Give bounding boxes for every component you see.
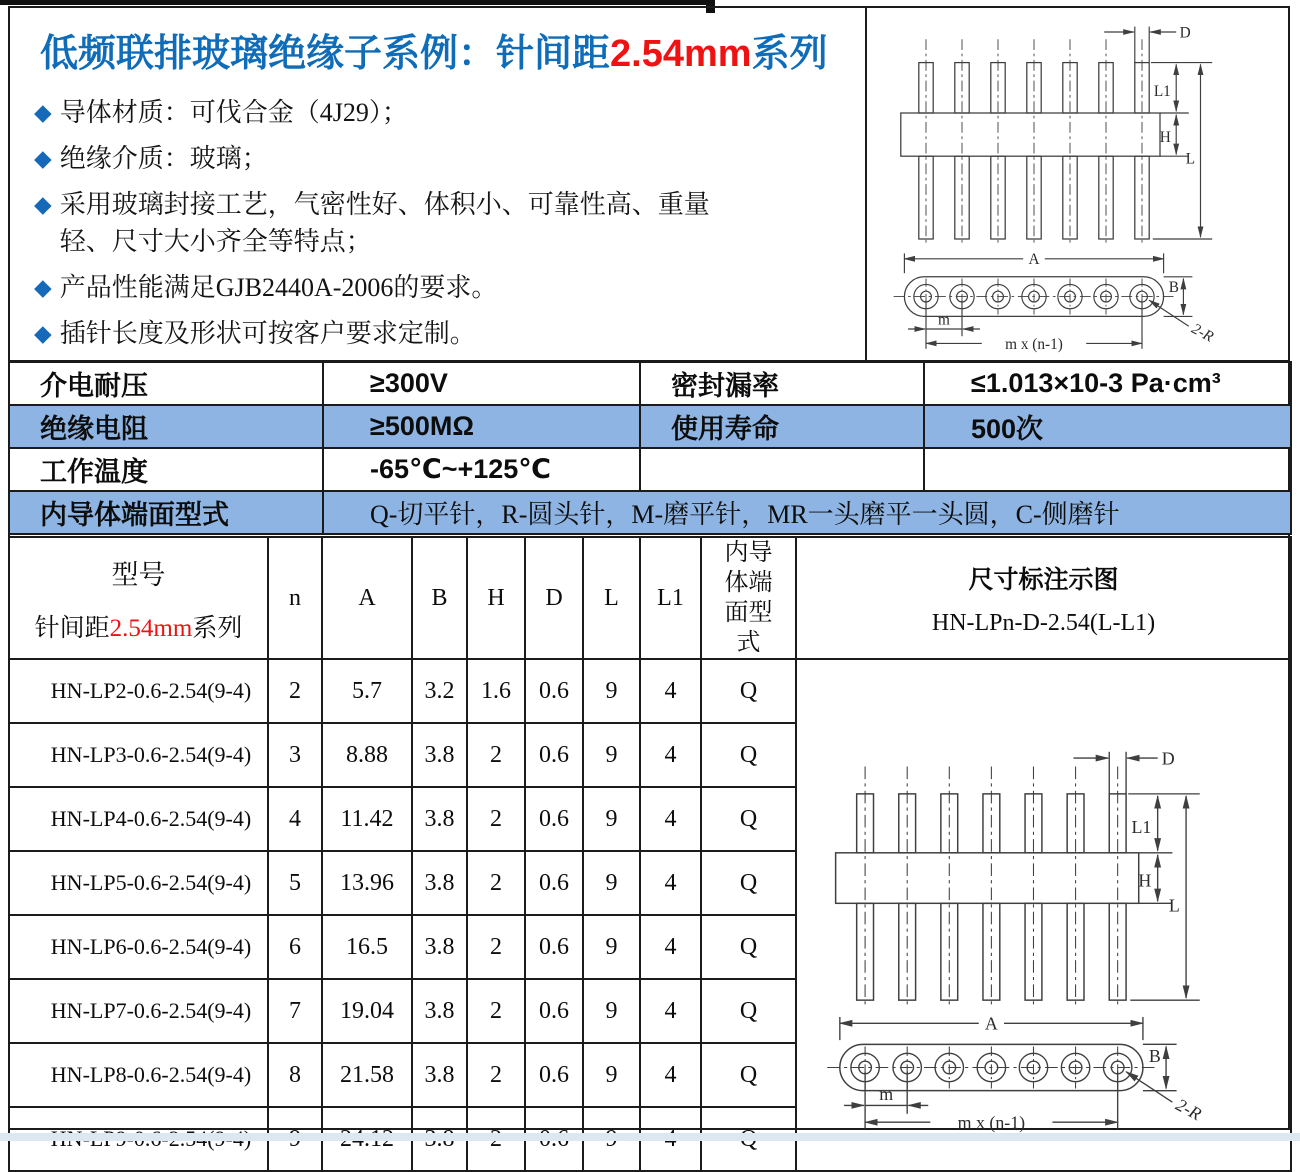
spec-cell-value: ≤1.013×10-3 Pa·cm³ bbox=[924, 362, 1291, 405]
model-table bbox=[8, 536, 1292, 1172]
model-cell-B: 3.8 bbox=[412, 915, 467, 979]
model-header-col-B: B bbox=[412, 537, 467, 659]
spec-cell-value-list: Q-切平针，R-圆头针，M-磨平针，MR一头磨平一头圆，C-侧磨针 bbox=[323, 491, 1291, 534]
spec-table-wrap bbox=[8, 361, 1290, 535]
model-cell-B: 3.8 bbox=[412, 979, 467, 1043]
dimension-label-A: A bbox=[984, 1013, 998, 1034]
model-cell-L: 9 bbox=[583, 851, 640, 915]
spec-cell-label: 内导体端面型式 bbox=[9, 491, 323, 534]
model-cell-A: 11.42 bbox=[322, 787, 412, 851]
title-prefix: 低频联排玻璃绝缘子系例：针间距 bbox=[40, 33, 611, 75]
model-header-col-L: L bbox=[583, 537, 640, 659]
pin-connector-diagram-top bbox=[881, 14, 1277, 356]
model-header-title: 型号 bbox=[111, 559, 166, 590]
model-cell-L: 9 bbox=[583, 787, 640, 851]
spec-table bbox=[8, 361, 1292, 535]
model-cell-L1: 4 bbox=[640, 1043, 701, 1107]
spec-row bbox=[9, 405, 1291, 448]
feature-text: 导体材质：可伐合金（4J29）； bbox=[59, 98, 408, 127]
model-cell-L1: 4 bbox=[640, 787, 701, 851]
page-title bbox=[40, 22, 828, 77]
dimension-label-L1: L1 bbox=[1153, 82, 1171, 100]
diamond-bullet-icon: ◆ bbox=[34, 100, 52, 125]
diagram-subtitle: HN-LPn-D-2.54(L-L1) bbox=[931, 609, 1156, 636]
model-cell-n: 2 bbox=[268, 659, 322, 723]
spec-cell-value: -65℃~+125℃ bbox=[323, 448, 640, 491]
model-cell-B: 3.8 bbox=[412, 851, 467, 915]
model-cell-H: 2 bbox=[467, 851, 525, 915]
model-cell-D: 0.6 bbox=[525, 915, 583, 979]
dimension-label-D: D bbox=[1161, 747, 1175, 768]
model-cell-face: Q bbox=[701, 659, 796, 723]
spec-cell-empty bbox=[640, 448, 924, 491]
feature-list bbox=[34, 94, 734, 361]
spec-cell-label: 使用寿命 bbox=[640, 405, 924, 448]
model-cell-name: HN-LP8-0.6-2.54(9-4) bbox=[9, 1043, 268, 1107]
model-cell-D: 0.6 bbox=[525, 1043, 583, 1107]
diamond-bullet-icon: ◆ bbox=[34, 275, 52, 300]
drawing-panel bbox=[867, 6, 1290, 360]
model-cell-L: 9 bbox=[583, 1043, 640, 1107]
model-cell-A: 13.96 bbox=[322, 851, 412, 915]
model-cell-name: HN-LP4-0.6-2.54(9-4) bbox=[9, 787, 268, 851]
model-cell-D: 0.6 bbox=[525, 979, 583, 1043]
title-suffix: 系列 bbox=[751, 33, 828, 75]
model-cell-D: 0.6 bbox=[525, 787, 583, 851]
model-sub-suffix: 系列 bbox=[192, 614, 243, 642]
model-table-wrap bbox=[8, 536, 1290, 1172]
model-header-col-A: A bbox=[322, 537, 412, 659]
model-cell-L1: 4 bbox=[640, 723, 701, 787]
model-cell-n: 3 bbox=[268, 723, 322, 787]
model-cell-n: 5 bbox=[268, 851, 322, 915]
model-cell-B: 3.8 bbox=[412, 1043, 467, 1107]
spec-table-body bbox=[9, 362, 1291, 534]
dimension-label-L1: L1 bbox=[1130, 816, 1151, 837]
feature-text: 绝缘介质：玻璃； bbox=[59, 144, 268, 173]
feature-item bbox=[34, 186, 734, 260]
model-cell-L1: 4 bbox=[640, 915, 701, 979]
model-cell-face: Q bbox=[701, 723, 796, 787]
model-cell-A: 21.58 bbox=[322, 1043, 412, 1107]
model-cell-H: 2 bbox=[467, 979, 525, 1043]
model-cell-H: 2 bbox=[467, 1043, 525, 1107]
dimension-label-m: m bbox=[937, 311, 950, 329]
dimension-label-B: B bbox=[1148, 1045, 1161, 1066]
model-cell-H: 2 bbox=[467, 787, 525, 851]
spec-cell-label: 介电耐压 bbox=[9, 362, 323, 405]
model-cell-n: 6 bbox=[268, 915, 322, 979]
model-header-col-D: D bbox=[525, 537, 583, 659]
model-cell-H: 2 bbox=[467, 915, 525, 979]
feature-item bbox=[34, 315, 734, 352]
spec-cell-value: 500次 bbox=[924, 405, 1291, 448]
dimension-label-L: L bbox=[1185, 150, 1195, 168]
feature-text: 采用玻璃封接工艺，气密性好、体积小、可靠性高、重量轻、尺寸大小齐全等特点； bbox=[59, 190, 710, 256]
model-header-col-H: H bbox=[467, 537, 525, 659]
model-cell-H: 1.6 bbox=[467, 659, 525, 723]
model-cell-L: 9 bbox=[583, 659, 640, 723]
spec-row bbox=[9, 491, 1291, 534]
model-cell-name: HN-LP3-0.6-2.54(9-4) bbox=[9, 723, 268, 787]
model-cell-L1: 4 bbox=[640, 979, 701, 1043]
model-sub-prefix: 针间距 bbox=[34, 614, 110, 642]
spec-row bbox=[9, 448, 1291, 491]
diamond-bullet-icon: ◆ bbox=[34, 321, 52, 346]
model-cell-B: 3.8 bbox=[412, 787, 467, 851]
model-cell-face: Q bbox=[701, 979, 796, 1043]
dimension-label-H: H bbox=[1159, 128, 1171, 146]
dimension-label-pitch-total: m x (n-1) bbox=[957, 1112, 1025, 1133]
diagram-title: 尺寸标注示图 bbox=[968, 566, 1119, 594]
model-cell-name: HN-LP6-0.6-2.54(9-4) bbox=[9, 915, 268, 979]
dimension-label-D: D bbox=[1179, 24, 1191, 42]
feature-item bbox=[34, 94, 734, 131]
model-row bbox=[9, 659, 1291, 723]
spec-cell-label: 工作温度 bbox=[9, 448, 323, 491]
model-cell-L: 9 bbox=[583, 979, 640, 1043]
model-cell-name: HN-LP5-0.6-2.54(9-4) bbox=[9, 851, 268, 915]
model-header-subtitle bbox=[11, 608, 266, 644]
model-table-header-row bbox=[9, 537, 1291, 659]
model-cell-L1: 4 bbox=[640, 851, 701, 915]
model-cell-n: 8 bbox=[268, 1043, 322, 1107]
model-cell-n: 7 bbox=[268, 979, 322, 1043]
pin-connector-diagram-bottom bbox=[823, 737, 1265, 1137]
model-cell-n: 4 bbox=[268, 787, 322, 851]
model-cell-A: 19.04 bbox=[322, 979, 412, 1043]
feature-text: 插针长度及形状可按客户要求定制。 bbox=[59, 319, 476, 348]
spec-cell-label: 绝缘电阻 bbox=[9, 405, 323, 448]
spec-cell-label: 密封漏率 bbox=[640, 362, 924, 405]
model-header-face: 内导体端面型式 bbox=[701, 537, 796, 659]
model-header-col-L1: L1 bbox=[640, 537, 701, 659]
model-cell-A: 5.7 bbox=[322, 659, 412, 723]
model-table-head bbox=[9, 537, 1291, 659]
model-cell-H: 2 bbox=[467, 723, 525, 787]
spec-cell-value: ≥300V bbox=[323, 362, 640, 405]
scan-edge-artifact bbox=[0, 0, 714, 5]
model-cell-L: 9 bbox=[583, 723, 640, 787]
title-highlight: 2.54mm bbox=[610, 33, 752, 75]
model-cell-face: Q bbox=[701, 787, 796, 851]
feature-text: 产品性能满足GJB2440A-2006的要求。 bbox=[59, 273, 498, 302]
model-cell-D: 0.6 bbox=[525, 723, 583, 787]
spec-cell-value: ≥500MΩ bbox=[323, 405, 640, 448]
model-table-body bbox=[9, 659, 1291, 1171]
spec-cell-empty bbox=[924, 448, 1291, 491]
model-cell-face: Q bbox=[701, 851, 796, 915]
model-cell-face: Q bbox=[701, 915, 796, 979]
dimension-label-B: B bbox=[1168, 279, 1179, 297]
diamond-bullet-icon: ◆ bbox=[34, 146, 52, 171]
model-cell-L1: 4 bbox=[640, 659, 701, 723]
model-header-col-n: n bbox=[268, 537, 322, 659]
intro-section bbox=[8, 6, 1290, 362]
model-cell-B: 3.8 bbox=[412, 723, 467, 787]
feature-item bbox=[34, 140, 734, 177]
model-cell-face: Q bbox=[701, 1043, 796, 1107]
model-cell-B: 3.2 bbox=[412, 659, 467, 723]
dimension-label-2-R: 2-R bbox=[1172, 1093, 1205, 1124]
diamond-bullet-icon: ◆ bbox=[34, 192, 52, 217]
model-cell-name: HN-LP7-0.6-2.54(9-4) bbox=[9, 979, 268, 1043]
spec-row bbox=[9, 362, 1291, 405]
dimension-label-H: H bbox=[1137, 869, 1151, 890]
model-cell-D: 0.6 bbox=[525, 659, 583, 723]
dimension-label-m: m bbox=[878, 1083, 893, 1104]
model-sub-highlight: 2.54mm bbox=[109, 614, 193, 642]
dimension-label-L: L bbox=[1168, 895, 1180, 916]
model-cell-A: 8.88 bbox=[322, 723, 412, 787]
feature-item bbox=[34, 269, 734, 306]
dimension-label-pitch-total: m x (n-1) bbox=[1004, 335, 1063, 353]
dimension-label-2-R: 2-R bbox=[1188, 320, 1216, 346]
model-header-model bbox=[9, 537, 268, 659]
model-cell-L: 9 bbox=[583, 915, 640, 979]
model-cell-name: HN-LP2-0.6-2.54(9-4) bbox=[9, 659, 268, 723]
model-cell-D: 0.6 bbox=[525, 851, 583, 915]
page-bottom-strip bbox=[0, 1133, 1300, 1141]
dimension-label-A: A bbox=[1027, 251, 1040, 269]
model-header-diagram bbox=[796, 537, 1291, 659]
model-cell-A: 16.5 bbox=[322, 915, 412, 979]
dimension-diagram-cell bbox=[796, 659, 1291, 1171]
